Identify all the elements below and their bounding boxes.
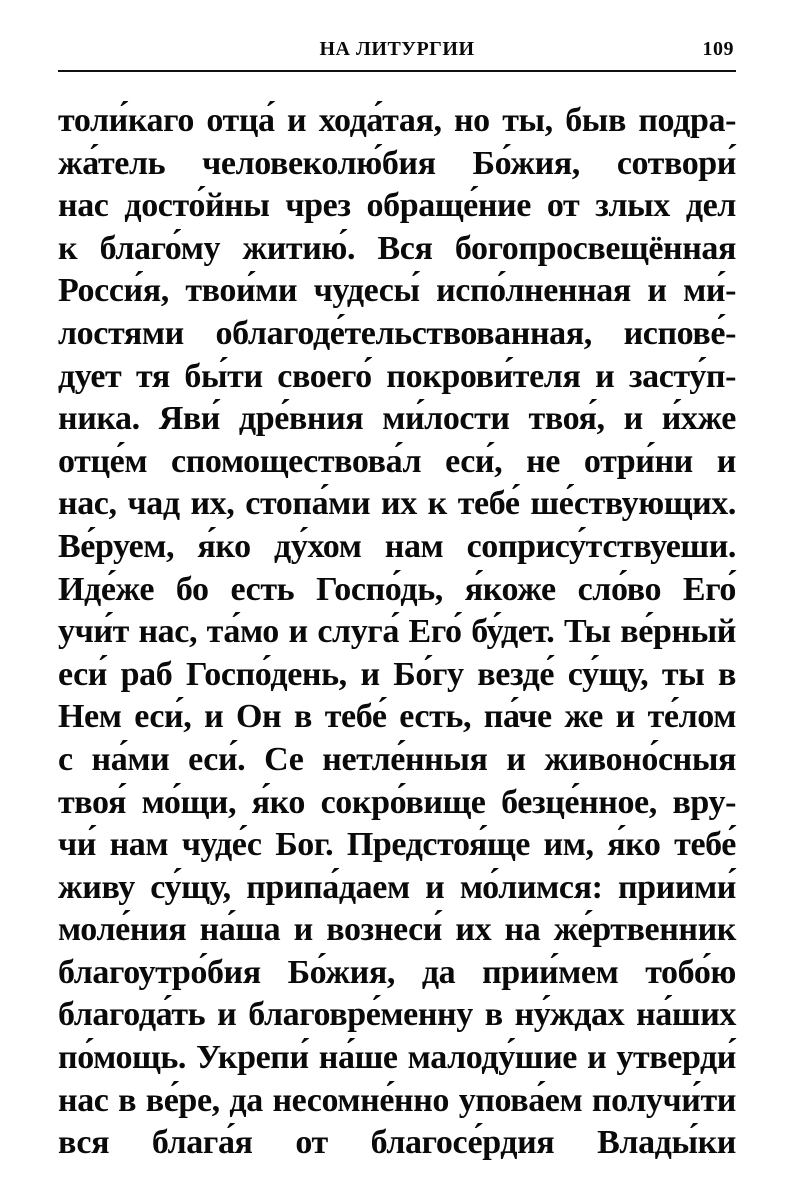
text-line: моле́ния на́ша и вознеси́ их на же́ртвенник <box>58 911 736 949</box>
text-line: с на́ми еси́. Се нетле́нныя и живоно́сныя <box>58 740 736 778</box>
text-line: Иде́же бо есть Госпо́дь, я́коже сло́во Его́ <box>58 570 736 608</box>
text-line: Ве́руем, я́ко ду́хом нам сопрису́тствуеши. <box>58 527 736 565</box>
text-line: жа́тель человеколю́бия Бо́жия, сотвори́ <box>58 144 736 182</box>
text-line: твоя́ мо́щи, я́ко сокро́вище безце́нное, вру- <box>58 783 736 821</box>
running-header <box>58 30 736 72</box>
text-line: Росси́я, твои́ми чудесы́ испо́лненная и ми́- <box>58 272 736 310</box>
text-line: нас в ве́ре, да несомне́нно упова́ем получи́ти <box>58 1081 736 1119</box>
page-number: 109 <box>702 38 734 60</box>
text-line: к благо́му житию́. Вся богопросвещённая <box>58 229 736 267</box>
text-line: отце́м спомоществова́л еси́, не отри́ни и <box>58 442 736 480</box>
text-line: живу су́щу, припа́даем и мо́лимся: приими́ <box>58 868 736 906</box>
running-title: НА ЛИТУРГИИ <box>319 38 475 60</box>
text-line: вся блага́я от благосе́рдия Влады́ки <box>58 1124 736 1162</box>
text-line: чи́ нам чуде́с Бог. Предстоя́ще им, я́ко тебе́ <box>58 826 736 864</box>
text-line: нас, чад их, стопа́ми их к тебе́ ше́ствующих. <box>58 485 736 523</box>
text-line: благоутро́бия Бо́жия, да прии́мем тобо́ю <box>58 953 736 991</box>
text-line: ника. Яви́ дре́вния ми́лости твоя́, и и́хже <box>58 400 736 438</box>
text-line: дует тя бы́ти своего́ покрови́теля и засту́п- <box>58 357 736 395</box>
text-line: Нем еси́, и Он в тебе́ есть, па́че же и те́лом <box>58 698 736 736</box>
text-line: лостями облагоде́тельствованная, испове́- <box>58 314 736 352</box>
text-line: по́мощь. Укрепи́ на́ше малоду́шие и утверди́ <box>58 1039 736 1077</box>
prayer-text <box>58 100 736 1165</box>
text-line: благода́ть и благовре́менну в ну́ждах на́ших <box>58 996 736 1034</box>
text-line: нас досто́йны чрез обраще́ние от злых дел <box>58 187 736 225</box>
text-line: учи́т нас, та́мо и слуга́ Его́ бу́дет. Ты ве́рный <box>58 613 736 651</box>
text-line: еси́ раб Госпо́день, и Бо́гу везде́ су́щу, ты в <box>58 655 736 693</box>
text-line: толи́каго отца́ и хода́тая, но ты, быв подра- <box>58 102 736 139</box>
book-page <box>58 30 736 1180</box>
